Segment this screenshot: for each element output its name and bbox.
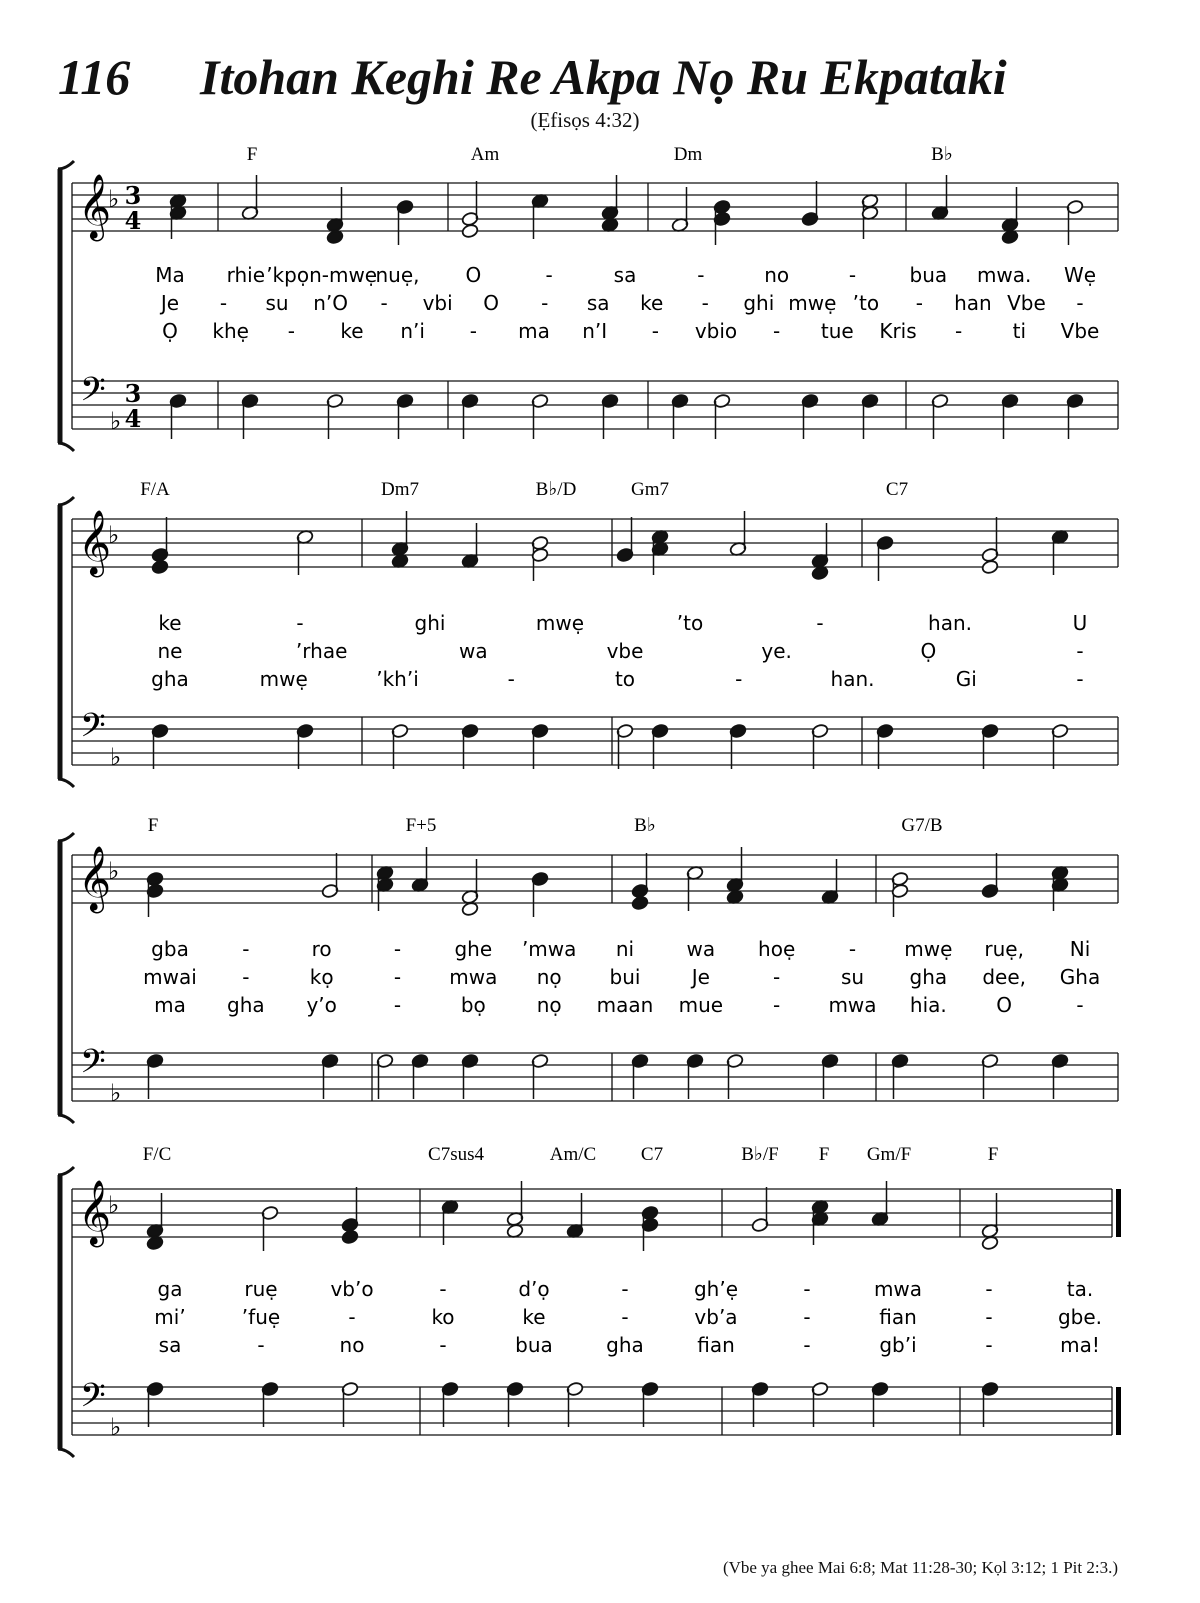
lyric-syllable: - [541, 291, 549, 315]
lyric-syllable: - [257, 1333, 265, 1357]
lyric-syllable: - [803, 1305, 811, 1329]
lyric-syllable: - [773, 319, 781, 343]
lyric-syllable: - [1076, 291, 1084, 315]
lyric-syllable: - [651, 319, 659, 343]
lyric-syllable: - [296, 611, 304, 635]
lyric-syllable: - [393, 993, 402, 1017]
lyric-syllable: - [545, 263, 553, 287]
treble-note [461, 223, 479, 238]
hymn-number: 116 [58, 49, 131, 105]
lyric-syllable: sa [613, 263, 637, 287]
lyric-syllable: U [1072, 611, 1088, 635]
lyric-syllable: gba [151, 937, 189, 961]
lyric-syllable: ghi [414, 611, 446, 635]
footer-references: (Vbe ya ghee Mai 6:8; Mat 11:28-30; Kọl 3:12; 1 Pit 2:3.) [722, 1558, 1118, 1577]
lyric-syllable: - [985, 1333, 993, 1357]
lyric-syllable: han. [830, 667, 875, 691]
lyric-syllable: ’mwa [521, 937, 577, 961]
chord-symbol: F/A [140, 479, 170, 500]
lyric-syllable: vb’a [694, 1305, 738, 1329]
lyric-syllable: n’i [400, 319, 425, 343]
system-4 [58, 1144, 1121, 1457]
treble-note [151, 559, 169, 574]
lyric-syllable: ghe [454, 937, 493, 961]
lyric-syllable: ke [640, 291, 664, 315]
lyric-syllable: - [735, 667, 743, 691]
chord-symbol: B♭ [931, 144, 953, 165]
lyric-syllable: mwai [143, 965, 197, 989]
lyric-syllable: ti [1012, 319, 1027, 343]
chord-symbol: Dm [673, 144, 703, 165]
lyric-syllable: - [1076, 667, 1084, 691]
lyric-syllable: - [985, 1305, 993, 1329]
chord-symbol: B♭/D [535, 479, 577, 500]
lyric-syllable: nuẹ, [375, 263, 420, 287]
lyric-syllable: mwẹ [788, 291, 837, 315]
lyric-syllable: mwa [873, 1277, 923, 1301]
lyric-syllable: sa [158, 1333, 182, 1357]
lyric-syllable: - [803, 1277, 811, 1301]
lyric-syllable: sa [586, 291, 610, 315]
lyric-syllable: - [955, 319, 963, 343]
lyric-syllable: Kris [879, 319, 917, 343]
final-barline [1116, 1387, 1121, 1435]
treble-clef-icon: 𝄞 [78, 510, 112, 575]
hymn-title: Itohan Keghi Re Akpa Nọ Ru Ekpataki [200, 49, 1007, 105]
lyric-syllable: O [465, 263, 482, 287]
lyric-syllable: maan [596, 993, 654, 1017]
lyric-syllable: - [773, 993, 781, 1017]
lyric-syllable: - [816, 611, 824, 635]
bracket-top-hook [58, 497, 74, 505]
key-flat-icon: ♭ [110, 407, 122, 435]
lyric-syllable: mwẹ [259, 667, 308, 691]
lyric-syllable: han [954, 291, 992, 315]
lyric-syllable: ta. [1066, 1277, 1094, 1301]
chord-symbol: Gm/F [866, 1144, 912, 1165]
lyric-syllable: bui [609, 965, 641, 989]
treble-note [631, 895, 649, 910]
treble-clef-icon: 𝄞 [78, 1180, 112, 1245]
lyric-syllable: gha [151, 667, 189, 691]
lyric-syllable: ga [157, 1277, 183, 1301]
key-flat-icon: ♭ [108, 521, 120, 549]
lyric-syllable: - [621, 1277, 629, 1301]
lyric-syllable: dee, [982, 965, 1027, 989]
lyric-syllable: to [614, 667, 636, 691]
lyric-syllable: O [996, 993, 1013, 1017]
scripture-reference: (Ẹfisọs 4:32) [530, 108, 640, 132]
lyric-syllable: hoẹ [758, 937, 796, 961]
chord-symbol: B♭/F [741, 1144, 779, 1165]
lyric-syllable: ko [431, 1305, 455, 1329]
lyric-syllable: d’ọ [518, 1277, 550, 1301]
lyric-syllable: - [242, 937, 250, 961]
bracket-top-hook [58, 161, 74, 169]
lyric-syllable: vbi [422, 291, 453, 315]
chord-symbol: Am/C [549, 1144, 597, 1165]
lyric-syllable: ma [154, 993, 186, 1017]
lyric-syllable: y’o [306, 993, 337, 1017]
lyric-syllable: han. [928, 611, 972, 635]
lyric-syllable: Je [691, 965, 710, 989]
bracket-bottom-hook [58, 779, 74, 787]
chord-symbol: C7 [640, 1144, 664, 1165]
lyric-syllable: Ọ [920, 639, 937, 663]
bass-clef-icon: 𝄢 [80, 371, 106, 417]
lyric-syllable: wa [686, 937, 716, 961]
lyric-syllable: - [915, 291, 924, 315]
key-flat-icon: ♭ [108, 857, 120, 885]
lyric-syllable: - [219, 291, 228, 315]
key-flat-icon: ♭ [108, 1191, 120, 1219]
lyric-syllable: bọ [460, 993, 486, 1017]
lyric-syllable: vbio [694, 319, 738, 343]
time-signature-top: 3 [124, 181, 142, 210]
chord-symbol: F [147, 815, 159, 836]
bass-clef-icon: 𝄢 [80, 1043, 106, 1089]
lyric-syllable: Ni [1069, 937, 1091, 961]
time-signature-top: 3 [124, 379, 142, 408]
lyric-syllable: - [773, 965, 781, 989]
lyric-syllable: fian [879, 1305, 917, 1329]
lyric-syllable: ke [340, 319, 364, 343]
lyric-syllable: - [380, 291, 388, 315]
lyric-syllable: ’kh’i [376, 667, 419, 691]
chord-symbol: C7 [885, 479, 909, 500]
bracket-top-hook [58, 833, 74, 841]
lyric-syllable: Je [160, 291, 180, 315]
lyric-syllable: hia. [909, 993, 947, 1017]
lyric-syllable: ’to [676, 611, 704, 635]
lyric-syllable: gbe. [1057, 1305, 1103, 1329]
bracket-bottom-hook [58, 1449, 74, 1457]
chord-symbol: B♭ [634, 815, 656, 836]
chord-symbol: Am [470, 144, 500, 165]
chord-symbol: F [818, 1144, 830, 1165]
lyric-syllable: - [803, 1333, 811, 1357]
treble-clef-icon: 𝄞 [78, 846, 112, 911]
lyric-syllable: - [1076, 639, 1084, 663]
lyric-syllable: ke [158, 611, 182, 635]
lyric-syllable: - [848, 263, 857, 287]
lyric-syllable: Gi [955, 667, 977, 691]
lyric-syllable: ma [518, 319, 550, 343]
lyric-syllable: ro [311, 937, 332, 961]
chord-symbol: F [246, 144, 258, 165]
lyric-syllable: - [393, 965, 402, 989]
lyric-syllable: - [393, 937, 402, 961]
lyric-syllable: mi’ [154, 1305, 186, 1329]
lyric-syllable: wa [459, 639, 488, 663]
lyric-syllable: ’kpọn-mwẹ [266, 263, 378, 287]
lyric-syllable: - [1076, 993, 1084, 1017]
lyric-syllable: - [287, 319, 295, 343]
lyric-syllable: fian [697, 1333, 735, 1357]
lyric-syllable: nọ [536, 993, 562, 1017]
lyric-syllable: mue [678, 993, 724, 1017]
lyric-syllable: ke [522, 1305, 546, 1329]
lyric-syllable: su [265, 291, 289, 315]
lyric-syllable: no [764, 263, 790, 287]
lyric-syllable: bua [515, 1333, 553, 1357]
lyric-syllable: ’to [852, 291, 880, 315]
bass-clef-icon: 𝄢 [80, 707, 106, 753]
lyric-syllable: ghi [743, 291, 775, 315]
bracket-top-hook [58, 1167, 74, 1175]
lyric-syllable: mwẹ [904, 937, 953, 961]
lyric-syllable: su [840, 965, 865, 989]
lyric-syllable: n’O [313, 291, 348, 315]
bass-clef-icon: 𝄢 [80, 1377, 106, 1423]
chord-symbol: Gm7 [631, 479, 669, 500]
lyric-syllable: vbe [606, 639, 644, 663]
lyric-syllable: ’fuẹ [241, 1305, 281, 1329]
chord-symbol: C7sus4 [428, 1144, 484, 1165]
lyric-syllable: Gha [1059, 965, 1101, 989]
lyric-syllable: - [621, 1305, 629, 1329]
chord-symbol: F+5 [405, 815, 437, 836]
lyric-syllable: ruẹ [244, 1277, 278, 1301]
system-3 [58, 815, 1118, 1123]
lyric-syllable: gha [909, 965, 948, 989]
lyric-syllable: no [339, 1333, 365, 1357]
lyric-syllable: tue [820, 319, 854, 343]
lyric-syllable: mwa [828, 993, 877, 1017]
lyric-syllable: Ọ [162, 319, 178, 343]
lyric-syllable: gb’i [879, 1333, 917, 1357]
lyric-syllable: mwa [449, 965, 498, 989]
lyric-syllable: Vbe [1060, 319, 1100, 343]
time-signature-bottom: 4 [124, 206, 142, 235]
lyric-syllable: rhie [226, 263, 266, 287]
lyric-syllable: ma! [1060, 1333, 1100, 1357]
lyric-syllable: gh’ẹ [693, 1277, 739, 1301]
lyric-syllable: - [701, 291, 709, 315]
time-signature-bottom: 4 [124, 404, 142, 433]
lyric-syllable: Wẹ [1063, 263, 1097, 287]
system-2 [58, 479, 1118, 787]
key-flat-icon: ♭ [108, 185, 120, 213]
final-barline [1116, 1189, 1121, 1237]
lyric-syllable: ye. [761, 639, 792, 663]
treble-note [981, 559, 999, 574]
lyric-syllable: ruẹ, [984, 937, 1024, 961]
lyric-syllable: vb’o [330, 1277, 374, 1301]
lyric-syllable: mwa. [976, 263, 1032, 287]
bracket-bottom-hook [58, 1115, 74, 1123]
key-flat-icon: ♭ [110, 1079, 122, 1107]
lyric-syllable: Vbe [1007, 291, 1046, 315]
lyric-syllable: khẹ [212, 319, 249, 343]
lyric-syllable: - [242, 965, 250, 989]
key-flat-icon: ♭ [110, 1413, 122, 1441]
lyric-syllable: - [507, 667, 515, 691]
lyric-syllable: - [439, 1333, 447, 1357]
key-flat-icon: ♭ [110, 743, 122, 771]
lyric-syllable: - [697, 263, 705, 287]
lyric-syllable: kọ [309, 965, 334, 989]
chord-symbol: F [987, 1144, 999, 1165]
lyric-syllable: bua [909, 263, 948, 287]
lyric-syllable: - [985, 1277, 993, 1301]
system-1 [58, 144, 1118, 451]
lyric-syllable: n’I [582, 319, 608, 343]
lyric-syllable: - [848, 937, 857, 961]
treble-clef-icon: 𝄞 [78, 174, 112, 239]
chord-symbol: Dm7 [381, 479, 419, 500]
lyric-syllable: - [469, 319, 477, 343]
lyric-syllable: gha [606, 1333, 644, 1357]
lyric-syllable: gha [227, 993, 265, 1017]
lyric-syllable: ’rhae [295, 639, 348, 663]
lyric-syllable: - [439, 1277, 447, 1301]
chord-symbol: F/C [142, 1144, 172, 1165]
lyric-syllable: ne [157, 639, 183, 663]
bracket-bottom-hook [58, 443, 74, 451]
lyric-syllable: Ma [155, 263, 185, 287]
lyric-syllable: O [483, 291, 500, 315]
lyric-syllable: mwẹ [535, 611, 585, 635]
lyric-syllable: ni [615, 937, 635, 961]
lyric-syllable: nọ [536, 965, 562, 989]
treble-note [341, 1229, 359, 1244]
chord-symbol: G7/B [901, 815, 943, 836]
lyric-syllable: - [348, 1305, 356, 1329]
